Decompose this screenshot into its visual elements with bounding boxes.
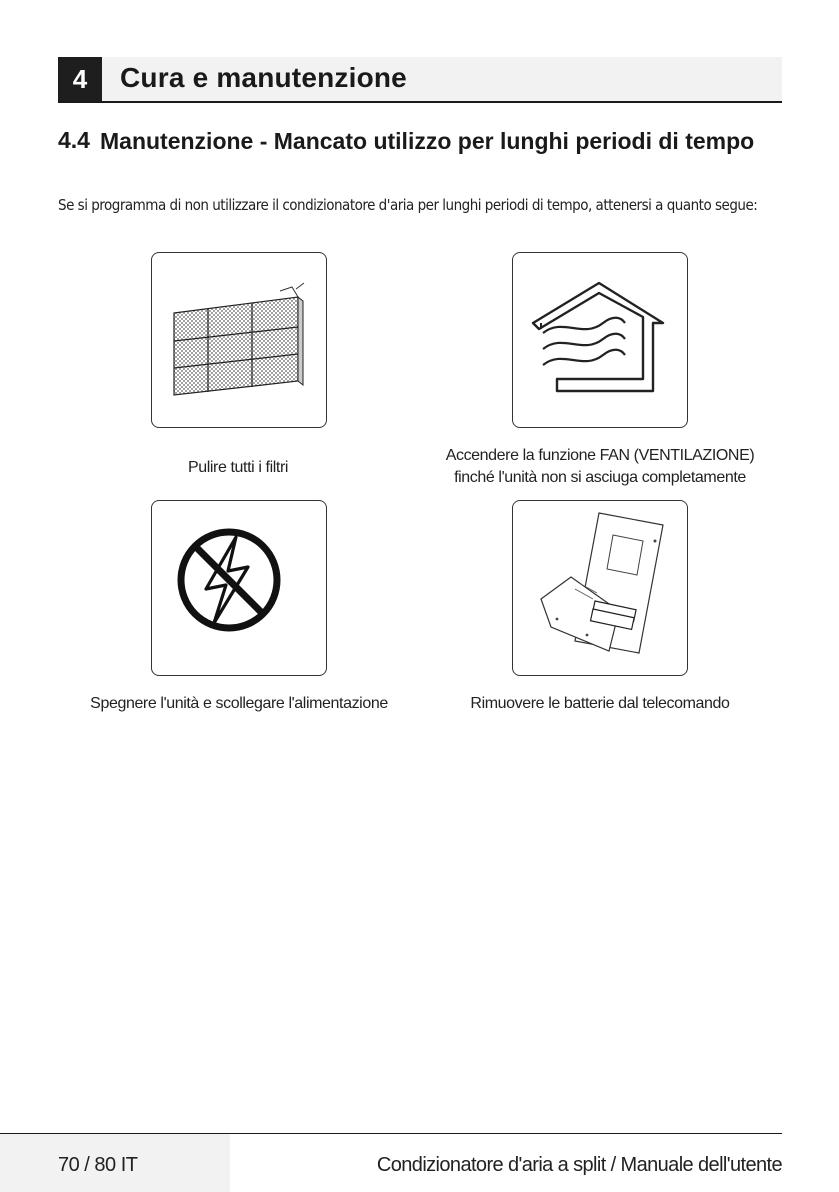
step-caption-batteries: Rimuovere le batterie dal telecomando: [470, 695, 730, 712]
page-footer: [0, 1133, 782, 1192]
intro-paragraph: Se si programma di non utilizzare il condizionatore d'aria per lunghi periodi di tempo, attenersi a quanto segue:: [58, 196, 758, 214]
step-caption-power: Spegnere l'unità e scollegare l'alimentazione: [90, 695, 388, 712]
air-filter-icon: [151, 252, 327, 428]
page-number: 70 / 80 IT: [58, 1154, 138, 1176]
house-fan-icon: [512, 252, 688, 428]
step-caption-fan: [430, 445, 770, 489]
document-title: Condizionatore d'aria a split / Manuale dell'utente: [376, 1154, 782, 1176]
step-caption-fan-line1: Accendere la funzione FAN (VENTILAZIONE): [445, 447, 755, 464]
step-caption-fan-line2: finché l'unità non si asciuga completamente: [454, 469, 746, 486]
chapter-title: Cura e manutenzione: [120, 62, 407, 93]
chapter-header: [58, 57, 782, 103]
chapter-number: 4: [58, 57, 102, 101]
remote-battery-icon: [512, 500, 688, 676]
section-number: 4.4: [58, 127, 90, 153]
step-caption-filters: Pulire tutti i filtri: [187, 459, 289, 476]
footer-page-box: [0, 1134, 230, 1192]
no-power-icon: [151, 500, 327, 676]
section-title: Manutenzione - Mancato utilizzo per lunghi periodi di tempo: [100, 128, 755, 154]
